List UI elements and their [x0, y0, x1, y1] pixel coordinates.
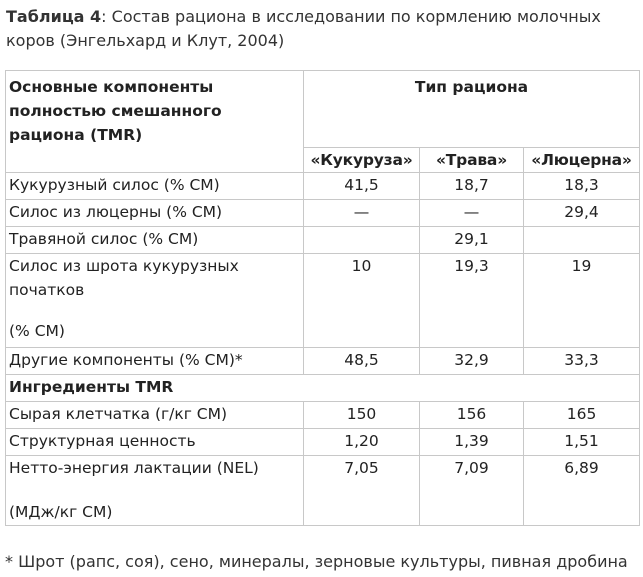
- column-header-corn: «Кукуруза»: [304, 148, 420, 173]
- cell-value: 165: [524, 402, 640, 429]
- table-row: [6, 429, 640, 456]
- cell-value: 10: [304, 254, 420, 348]
- row-label: Кукурузный силос (% СМ): [6, 173, 304, 200]
- cell-value: 18,7: [420, 173, 524, 200]
- column-header-grass: «Трава»: [420, 148, 524, 173]
- column-header-alfalfa: «Люцерна»: [524, 148, 640, 173]
- cell-value: —: [420, 200, 524, 227]
- cell-value: 156: [420, 402, 524, 429]
- cell-value: 19,3: [420, 254, 524, 348]
- row-label: Структурная ценность: [6, 429, 304, 456]
- caption-label: Таблица 4: [6, 7, 102, 26]
- caption-text: Состав рациона в исследовании по кормлению молочных коров (Энгельхард и Клут, 2004): [6, 7, 601, 50]
- cell-value: 29,1: [420, 227, 524, 254]
- cell-value: 7,09: [420, 456, 524, 526]
- cell-value: —: [304, 200, 420, 227]
- table-caption: [6, 5, 638, 53]
- cell-value: 29,4: [524, 200, 640, 227]
- table-row: [6, 402, 640, 429]
- row-label: [6, 254, 304, 348]
- cell-value: 150: [304, 402, 420, 429]
- row-label-line: Силос из шрота кукурузных: [9, 257, 239, 275]
- cell-value: 7,05: [304, 456, 420, 526]
- row-label: Силос из люцерны (% СМ): [6, 200, 304, 227]
- table-row: [6, 227, 640, 254]
- row-label-line: (% СМ): [9, 322, 65, 340]
- section-row: [6, 375, 640, 402]
- table-row: [6, 348, 640, 375]
- row-label-line: (МДж/кг СМ): [9, 503, 113, 521]
- row-label-line: початков: [9, 281, 85, 299]
- cell-value: 48,5: [304, 348, 420, 375]
- table-header-row: [6, 71, 640, 148]
- caption-separator: :: [101, 7, 107, 26]
- row-label-line: Нетто-энергия лактации (NEL): [9, 459, 259, 477]
- cell-value: 6,89: [524, 456, 640, 526]
- table-row: [6, 200, 640, 227]
- table-row: [6, 254, 640, 348]
- table-row: [6, 456, 640, 526]
- cell-value: 1,20: [304, 429, 420, 456]
- cell-value: [304, 227, 420, 254]
- diet-composition-table: [5, 70, 640, 526]
- footnote: * Шрот (рапс, соя), сено, минералы, зерновые культуры, пивная дробина: [5, 552, 628, 571]
- cell-value: 41,5: [304, 173, 420, 200]
- header-components: Основные компоненты полностью смешанного рациона (TMR): [6, 71, 304, 173]
- cell-value: 18,3: [524, 173, 640, 200]
- row-label: Другие компоненты (% СМ)*: [6, 348, 304, 375]
- section-title: Ингредиенты TMR: [6, 375, 640, 402]
- cell-value: 1,39: [420, 429, 524, 456]
- cell-value: 19: [524, 254, 640, 348]
- cell-value: 1,51: [524, 429, 640, 456]
- cell-value: 33,3: [524, 348, 640, 375]
- header-diet-type: Тип рациона: [304, 71, 640, 148]
- cell-value: 32,9: [420, 348, 524, 375]
- table-row: [6, 173, 640, 200]
- cell-value: [524, 227, 640, 254]
- row-label: Сырая клетчатка (г/кг СМ): [6, 402, 304, 429]
- row-label: [6, 456, 304, 526]
- row-label: Травяной силос (% СМ): [6, 227, 304, 254]
